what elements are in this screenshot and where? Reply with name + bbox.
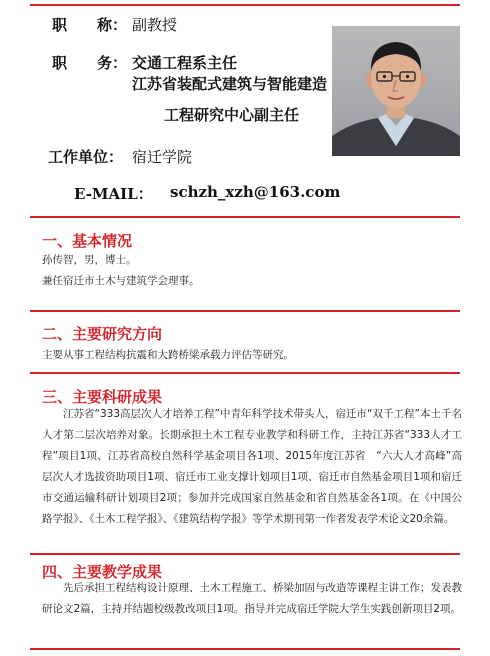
divider-2 (30, 310, 460, 312)
position-label: 职 务： (52, 54, 128, 72)
divider-1 (30, 216, 460, 218)
divider-3 (30, 372, 460, 374)
top-divider (30, 4, 460, 6)
section-research-line-1: 主要从事工程结构抗震和大跨桥梁承载力评估等研究。 (42, 349, 294, 361)
email-value: schzh_xzh@163.com (170, 183, 341, 201)
email-label: E-MAIL： (74, 185, 153, 203)
title-label: 职 称： (52, 16, 128, 34)
unit-label: 工作单位： (48, 148, 124, 166)
section-teaching-title: 四、主要教学成果 (42, 563, 163, 581)
portrait-photo (332, 26, 460, 156)
position-value-line2: 江苏省装配式建筑与智能建造 (132, 75, 328, 93)
section-basic-title: 一、基本情况 (42, 232, 133, 250)
divider-4 (30, 553, 460, 555)
unit-value: 宿迁学院 (132, 148, 193, 166)
section-achievements-title: 三、主要科研成果 (42, 388, 163, 406)
position-value-line3: 工程研究中心副主任 (164, 106, 300, 124)
section-basic-line-2: 兼任宿迁市土木与建筑学会理事。 (42, 275, 200, 287)
section-achievements-paragraph: 江苏省“333高层次人才培养工程”中青年科学技术带头人，宿迁市“双千工程”本土千名人才第二层次培养对象。长期承担土木工程专业教学和科研工作，主持江苏省“333人才工程”项目1项、江苏省高校自然科学基金项目各1项、2015年度江苏省 “六大人才高峰”高层次人才选拔资助项目1项、宿迁市工业支撑计划项目1项、宿迁市自然基金项目1项和宿迁市交通运输科研计划项目2项；参加并完成国家自然基金和省自然基金各1项。在《中国公路学报》、《土木工程学报》、《建筑结构学报》等学术期刊第一作者发表学术论文20余篇。 (42, 408, 462, 525)
position-value-line1: 交通工程系主任 (132, 54, 238, 72)
bottom-divider (30, 648, 460, 650)
section-teaching-paragraph: 先后承担工程结构设计原理、土木工程施工、桥梁加固与改造等课程主讲工作；发表教研论文2篇，主持并结题校级教改项目1项。指导并完成宿迁学院大学生实践创新项目2项。 (42, 582, 462, 615)
portrait-icon (332, 26, 460, 156)
title-value: 副教授 (132, 16, 178, 34)
section-basic-line-1: 孙传智，男，博士。 (42, 254, 137, 266)
section-research-title: 二、主要研究方向 (42, 325, 163, 343)
